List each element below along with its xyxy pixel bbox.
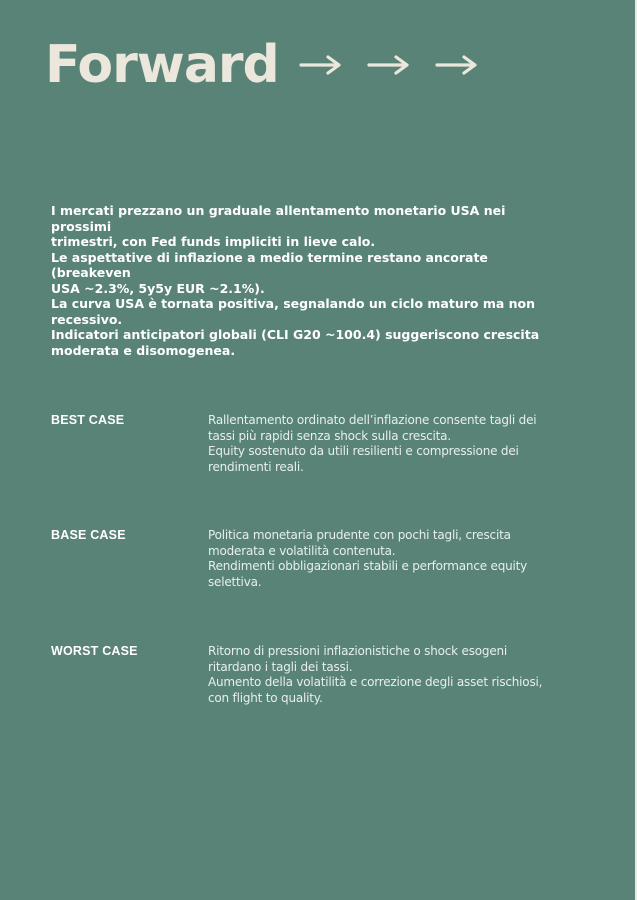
arrow-right-icon: [299, 54, 343, 76]
scenario-label: BASE CASE: [51, 528, 126, 542]
arrow-group: [299, 54, 479, 76]
scenario-line: Ritorno di pressioni inflazionistiche o shock esogeni: [208, 644, 508, 658]
scenario-label: BEST CASE: [51, 413, 125, 427]
scenario-line: Rendimenti obbligazionari stabili e performance equity: [208, 559, 528, 573]
scenario-line: Rallentamento ordinato dell’inflazione consente tagli dei: [208, 413, 537, 427]
header: [45, 30, 479, 100]
scenario-line: selettiva.: [208, 574, 262, 589]
intro-line: I mercati prezzano un graduale allentamento monetario USA nei prossimi: [51, 203, 506, 234]
scenario-description: [208, 413, 578, 475]
intro-line: trimestri, con Fed funds impliciti in lieve calo.: [51, 234, 376, 249]
scenario-label: WORST CASE: [51, 644, 138, 658]
scenario-line: con flight to quality.: [208, 690, 323, 705]
arrow-right-icon: [435, 54, 479, 76]
intro-line: Indicatori anticipatori globali (CLI G20 ~100.4) suggeriscono crescita: [51, 327, 540, 342]
scenario-line: moderata e volatilità contenuta.: [208, 543, 396, 558]
intro-line: Le aspettative di inflazione a medio termine restano ancorate (breakeven: [51, 249, 488, 280]
scenario-line: ritardano i tagli dei tassi.: [208, 659, 353, 674]
arrow-right-icon: [367, 54, 411, 76]
intro-line: La curva USA è tornata positiva, segnalando un ciclo maturo ma non: [51, 296, 536, 311]
intro-line: moderata e disomogenea.: [51, 342, 236, 358]
page-title: Forward: [45, 35, 279, 95]
intro-paragraph: [51, 203, 551, 358]
scenario-line: Politica monetaria prudente con pochi tagli, crescita: [208, 528, 511, 542]
intro-line: USA ~2.3%, 5y5y EUR ~2.1%).: [51, 280, 265, 296]
scenario-line: Aumento della volatilità e correzione degli asset rischiosi,: [208, 675, 543, 689]
scenario-description: [208, 644, 578, 706]
scenario-line: Equity sostenuto da utili resilienti e compressione dei: [208, 444, 519, 458]
scenario-line: tassi più rapidi senza shock sulla crescita.: [208, 428, 451, 443]
intro-line: recessivo.: [51, 311, 123, 327]
scenario-description: [208, 528, 578, 590]
scenario-line: rendimenti reali.: [208, 459, 304, 474]
